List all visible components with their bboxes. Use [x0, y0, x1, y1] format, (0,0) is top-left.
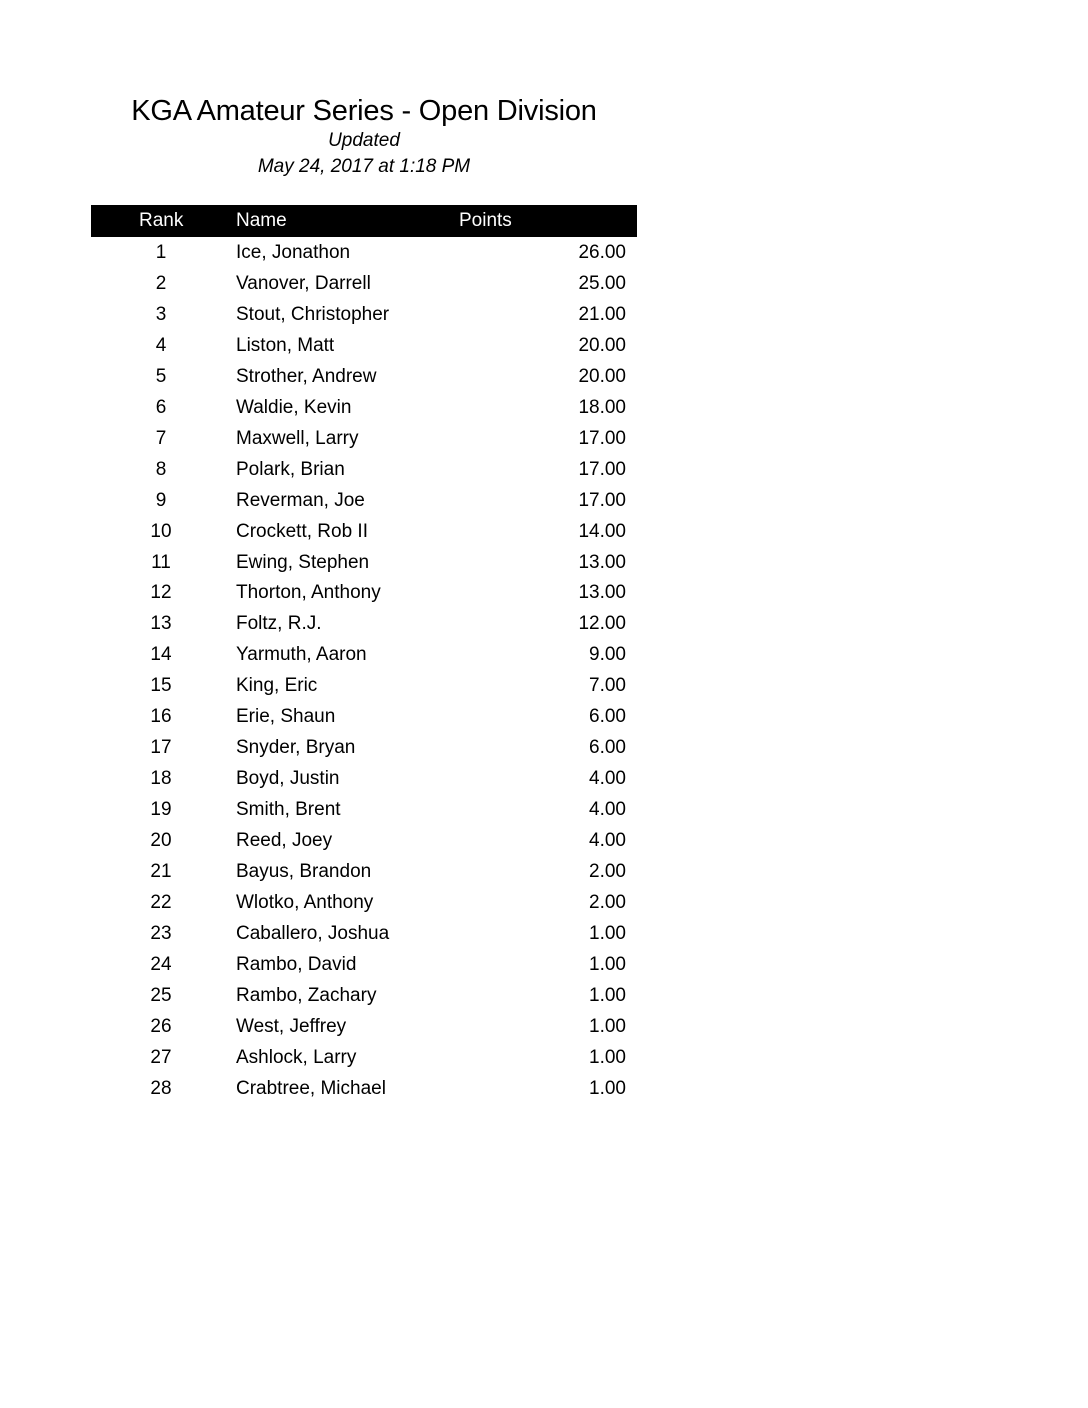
table-row [91, 1073, 637, 1104]
rank-cell: 15 [150, 675, 172, 697]
table-row [91, 1042, 637, 1073]
name-cell: Rambo, David [236, 953, 357, 975]
points-cell: 18.00 [578, 396, 626, 418]
table-row [91, 485, 637, 516]
rank-cell: 7 [155, 427, 167, 449]
table-row [91, 577, 637, 608]
page-title: KGA Amateur Series - Open Division [131, 95, 597, 127]
rank-cell: 17 [150, 737, 172, 759]
name-cell: Wlotko, Anthony [236, 892, 374, 914]
name-cell: Foltz, R.J. [236, 613, 322, 635]
name-cell: Ashlock, Larry [236, 1046, 357, 1068]
rank-cell: 3 [155, 303, 167, 325]
points-cell: 17.00 [578, 489, 626, 511]
points-cell: 21.00 [578, 303, 626, 325]
table-row [91, 268, 637, 299]
table-row [91, 949, 637, 980]
points-cell: 17.00 [578, 427, 626, 449]
standings-table [91, 205, 637, 1104]
points-cell: 6.00 [589, 737, 626, 759]
points-cell: 7.00 [589, 675, 626, 697]
name-cell: Bayus, Brandon [236, 861, 372, 883]
points-cell: 9.00 [589, 644, 626, 666]
name-cell: Boyd, Justin [236, 768, 340, 790]
rank-cell: 28 [150, 1077, 172, 1099]
table-row [91, 887, 637, 918]
table-row [91, 825, 637, 856]
points-cell: 20.00 [578, 365, 626, 387]
name-cell: West, Jeffrey [236, 1015, 347, 1037]
table-row [91, 980, 637, 1011]
header-points: Points [459, 210, 512, 231]
name-cell: Reverman, Joe [236, 489, 365, 511]
table-row [91, 856, 637, 887]
points-cell: 1.00 [589, 922, 626, 944]
name-cell: Ice, Jonathon [236, 242, 351, 263]
points-cell: 4.00 [589, 830, 626, 852]
table-row [91, 701, 637, 732]
rank-cell: 20 [150, 830, 172, 852]
rank-cell: 11 [151, 551, 171, 573]
name-cell: Strother, Andrew [236, 365, 377, 387]
table-row [91, 516, 637, 547]
points-cell: 1.00 [589, 1046, 626, 1068]
points-cell: 20.00 [578, 334, 626, 356]
name-cell: Maxwell, Larry [236, 427, 359, 449]
name-cell: Snyder, Bryan [236, 737, 356, 759]
rank-cell: 27 [150, 1046, 172, 1068]
name-cell: Polark, Brian [236, 458, 345, 480]
table-row [91, 547, 637, 578]
points-cell: 4.00 [589, 768, 626, 790]
name-cell: Erie, Shaun [236, 706, 336, 728]
table-row [91, 918, 637, 949]
rank-cell: 9 [155, 489, 167, 511]
table-row [91, 299, 637, 330]
rank-cell: 19 [150, 799, 172, 821]
points-cell: 13.00 [578, 582, 626, 604]
table-body [91, 237, 637, 1104]
name-cell: Stout, Christopher [236, 303, 390, 325]
rank-cell: 5 [155, 365, 167, 387]
points-cell: 1.00 [589, 1077, 626, 1099]
name-cell: Caballero, Joshua [236, 922, 390, 944]
rank-cell: 14 [150, 644, 172, 666]
points-cell: 13.00 [578, 551, 626, 573]
rank-cell: 26 [150, 1015, 172, 1037]
name-cell: Yarmuth, Aaron [236, 644, 367, 666]
points-cell: 14.00 [578, 520, 626, 542]
table-row [91, 794, 637, 825]
rank-cell: 1 [155, 242, 167, 263]
name-cell: Waldie, Kevin [236, 396, 352, 418]
table-header [91, 205, 637, 237]
table-row [91, 670, 637, 701]
rank-cell: 13 [150, 613, 172, 635]
points-cell: 2.00 [589, 861, 626, 883]
rank-cell: 8 [155, 458, 167, 480]
name-cell: Rambo, Zachary [236, 984, 377, 1006]
table-row [91, 763, 637, 794]
name-cell: Vanover, Darrell [236, 272, 371, 294]
points-cell: 1.00 [589, 984, 626, 1006]
name-cell: Smith, Brent [236, 799, 341, 821]
table-row [91, 237, 637, 268]
table-row [91, 639, 637, 670]
points-cell: 6.00 [589, 706, 626, 728]
name-cell: King, Eric [236, 675, 318, 697]
table-row [91, 1011, 637, 1042]
name-cell: Ewing, Stephen [236, 551, 370, 573]
table-row [91, 392, 637, 423]
points-cell: 1.00 [589, 953, 626, 975]
rank-cell: 22 [150, 892, 172, 914]
rank-cell: 12 [150, 582, 172, 604]
header-name: Name [236, 210, 287, 231]
rank-cell: 25 [150, 984, 172, 1006]
points-cell: 4.00 [589, 799, 626, 821]
points-cell: 17.00 [578, 458, 626, 480]
rank-cell: 18 [150, 768, 172, 790]
points-cell: 12.00 [578, 613, 626, 635]
table-row [91, 330, 637, 361]
rank-cell: 10 [150, 520, 172, 542]
header-rank: Rank [139, 210, 184, 231]
table-row [91, 732, 637, 763]
rank-cell: 24 [150, 953, 172, 975]
points-cell: 2.00 [589, 892, 626, 914]
rank-cell: 23 [150, 922, 172, 944]
table-row [91, 454, 637, 485]
updated-date: May 24, 2017 at 1:18 PM [257, 156, 471, 177]
rank-cell: 21 [150, 861, 172, 883]
rank-cell: 2 [155, 272, 167, 294]
name-cell: Crabtree, Michael [236, 1077, 386, 1099]
table-row [91, 608, 637, 639]
points-cell: 26.00 [578, 242, 626, 263]
name-cell: Thorton, Anthony [236, 582, 381, 604]
rank-cell: 16 [150, 706, 172, 728]
name-cell: Reed, Joey [236, 830, 333, 852]
rank-cell: 6 [155, 396, 167, 418]
updated-label: Updated [328, 130, 400, 151]
table-row [91, 361, 637, 392]
rank-cell: 4 [155, 334, 167, 356]
table-row [91, 423, 637, 454]
name-cell: Liston, Matt [236, 334, 335, 356]
name-cell: Crockett, Rob II [236, 520, 368, 542]
points-cell: 25.00 [578, 272, 626, 294]
points-cell: 1.00 [589, 1015, 626, 1037]
